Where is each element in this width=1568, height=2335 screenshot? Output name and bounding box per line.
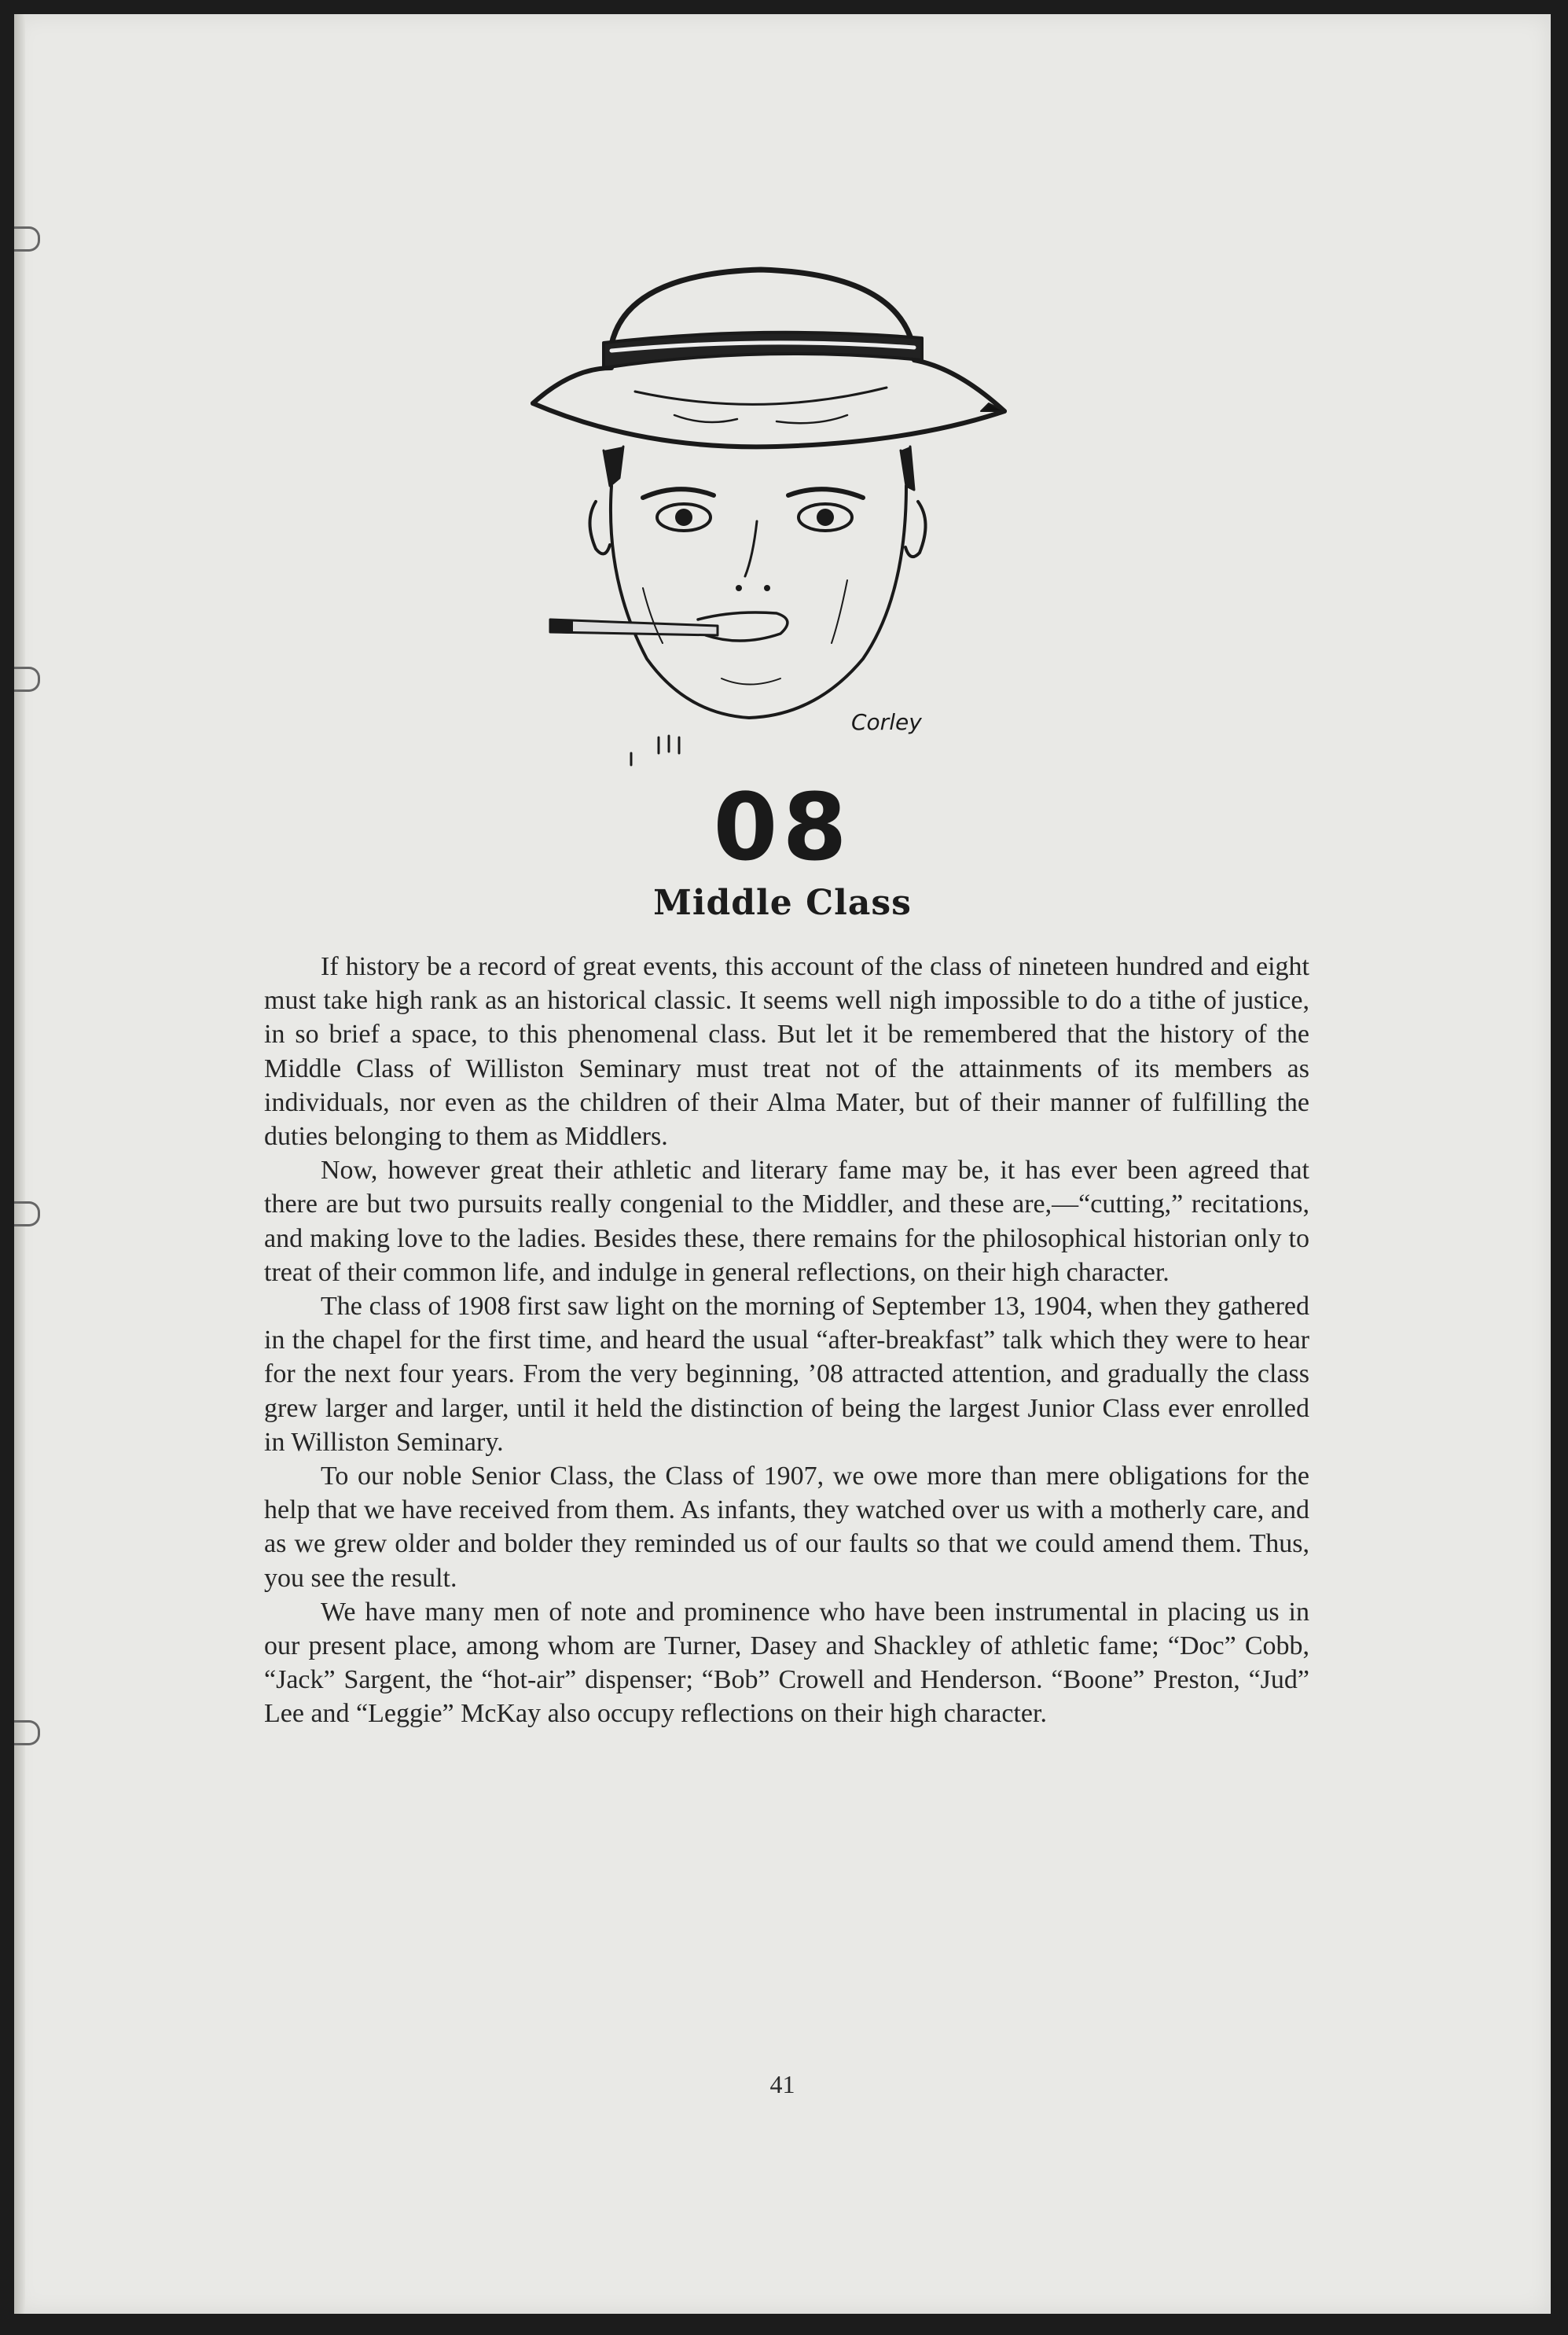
binding-stitch [14,667,40,692]
caricature-illustration [517,250,1020,769]
caricature-man-with-hat-and-cigarette-icon [533,270,1004,765]
paragraph: To our noble Senior Class, the Class of 1907, we owe more than mere obligations for the help that we have received from them. As infants, they watched over us with a motherly care, and as we grew older and bolder they reminded us of our faults so that we could amend them. Thus, you see the result. [264,1462,1309,1593]
page-number: 41 [769,2070,795,2098]
article-body [264,950,1309,1731]
binding-stitch [14,1720,40,1745]
paragraph: If history be a record of great events, this account of the class of nineteen hundred and eight must take high rank as an historical classic. It seems well nigh impossible to do a tithe of justice, in so brief a space, to this phenomenal class. But let it be remembered that the history of the Middle Class of Williston Seminary must treat not of the attainments of its members as individuals, nor even as the children of their Alma Mater, but of their manner of fulfilling the duties belonging to them as Middlers. [264,952,1309,1152]
binding-stitch [14,226,40,252]
binding-stitch [14,1201,40,1226]
class-year-numeral: 08 [713,773,852,881]
paragraph: The class of 1908 first saw light on the morning of September 13, 1904, when they gathered in the chapel for the first time, and heard the usual “after-breakfast” talk which they were to hear for the next four years. From the very beginning, ’08 attracted attention, and gradually the class grew larger and larger, until it held the distinction of being the largest Junior Class ever enrolled in Williston Seminary. [264,1292,1309,1457]
paragraph: Now, however great their athletic and literary fame may be, it has ever been agreed that there are but two pursuits really congenial to the Middler, and these are,—“cutting,” recitations, and making love to the ladies. Besides these, there remains for the philosophical historian only to treat of their common life, and indulge in general reflections, on their high character. [264,1156,1309,1287]
illustrator-signature: Corley [851,709,922,735]
paragraph: We have many men of note and prominence who have been instrumental in placing us in our present place, among whom are Turner, Dasey and Shackley of athletic fame; “Doc” Cobb, “Jack” Sargent, the “hot-air” dispenser; “Bob” Crowell and Henderson. “Boone” Preston, “Jud” Lee and “Leggie” McKay also occupy reflections on their high character. [264,1597,1309,1729]
page [14,14,1551,2314]
page-title: Middle Class [653,883,912,923]
binding-edge [14,14,25,2314]
